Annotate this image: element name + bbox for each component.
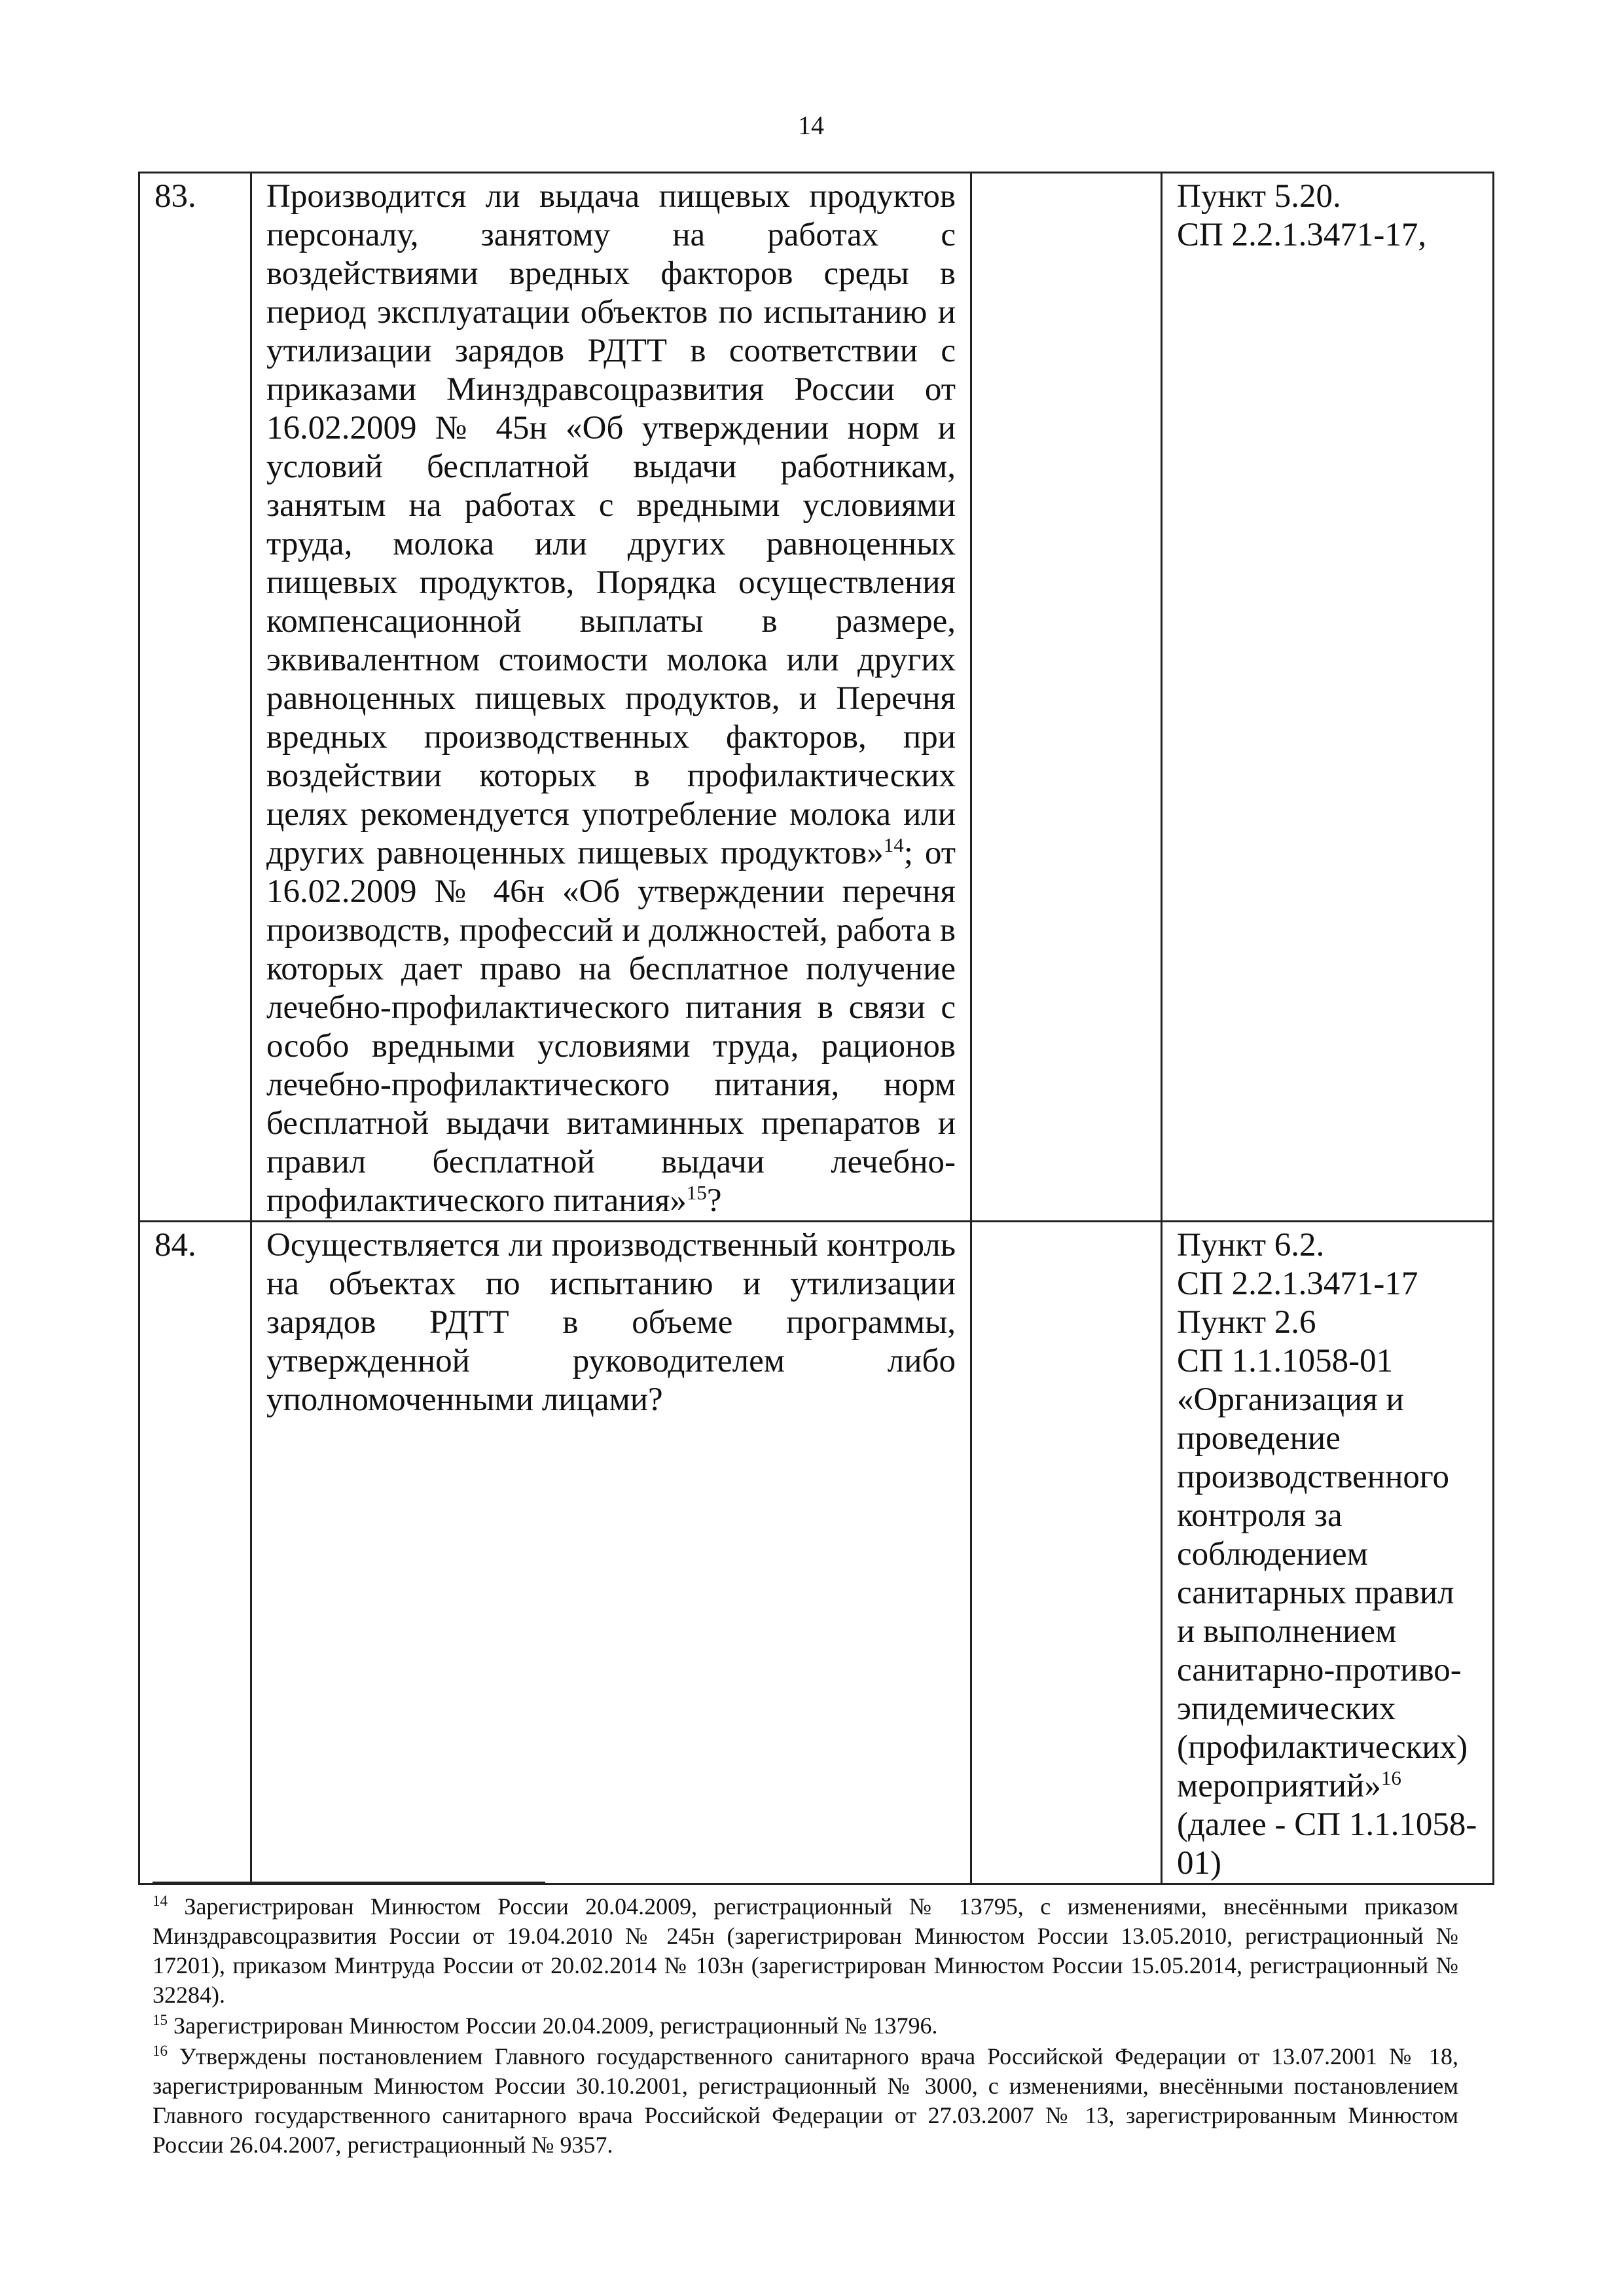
footnote-ref-14[interactable]: 14 [883, 833, 904, 856]
reference-doc: СП 2.2.1.3471-17 [1177, 1266, 1418, 1302]
question-text-part2: ; от 16.02.2009 № 46н «Об утверждении перечня производств, профессий и должностей, работа в которых дает право на бесплатное получение лечебно-профилактического питания в связи с особо вредными условиями труда, рационов лечебно-профилактического питания, норм бесплатной выдачи витаминных препаратов и правил бесплатной выдачи лечебно-профилактического питания» [266, 835, 956, 1219]
footnote-ref-15[interactable]: 15 [686, 1181, 707, 1204]
row-number: 84. [139, 1222, 251, 1884]
footnote-text: Утверждены постановлением Главного государственного санитарного врача Российской Федерации от 13.07.2001 № 18, зарегистрированным Минюстом России 30.10.2001, регистрационный № 3000, с изменениями, внесёнными постановлением Главного государственного санитарного врача Российской Федерации от 27.03.2007 № 13, зарегистрированным Минюстом России 26.04.2007, регистрационный № 9357. [153, 2043, 1458, 2158]
footnote-text: Зарегистрирован Минюстом России 20.04.2009, регистрационный № 13795, с изменениями, внесёнными приказом Минздравсоцразвития России от 19.04.2010 № 245н (зарегистрирован Минюстом России 13.05.2010, регистрационный № 17201), приказом Минтруда России от 20.02.2014 № 103н (зарегистрирован Минюстом России 15.05.2014, регистрационный № 32284). [153, 1893, 1458, 2008]
reference-doc: СП 1.1.1058-01 [1177, 1343, 1394, 1379]
question-text-part1: Производится ли выдача пищевых продуктов персоналу, занятому на работах с воздействиями вредных факторов среды в период эксплуатации объектов по испытанию и утилизации зарядов РДТТ в соответствии с приказами Минздравсоцразвития России от 16.02.2009 № 45н «Об утверждении норм и условий бесплатной выдачи работникам, занятым на работах с вредными условиями труда, молока или других равноценных пищевых продуктов, Порядка осуществления компенсационной выплаты в размере, эквивалентном стоимости молока или других равноценных пищевых продуктов, и Перечня вредных производственных факторов, при воздействии которых в профилактических целях рекомендуется употребление молока или других равноценных пищевых продуктов» [266, 178, 956, 871]
footnote-ref-16[interactable]: 16 [1380, 1766, 1401, 1789]
footnote-mark: 14 [153, 1893, 168, 1909]
table-row [139, 1222, 1494, 1884]
footnote-text: Зарегистрирован Минюстом России 20.04.2009, регистрационный № 13796. [168, 2013, 938, 2039]
reference-doc: СП 2.2.1.3471-17, [1177, 217, 1427, 253]
question-mark: ? [706, 1182, 722, 1219]
footnotes [153, 1892, 1458, 2161]
page-number: 14 [798, 111, 824, 140]
reference-title: «Организация и проведение производственного контроля за соблюдением санитарных правил и выполнением санитарно-противо-эпидемических (профилактических) мероприятий» [1177, 1381, 1468, 1804]
table-row [139, 173, 1494, 1222]
footnote-separator [153, 1882, 545, 1884]
reference-abbreviation: (далее - СП 1.1.1058-01) [1177, 1806, 1477, 1882]
reference-cell [1162, 173, 1494, 1222]
footnote-15 [153, 2011, 1458, 2041]
reference-clause: Пункт 6.2. [1177, 1227, 1325, 1264]
question-cell: Осуществляется ли производственный контроль на объектах по испытанию и утилизации зарядов РДТТ в объеме программы, утвержденной руководителем либо уполномоченными лицами? [251, 1222, 971, 1884]
question-cell [251, 173, 971, 1222]
reference-cell [1162, 1222, 1494, 1884]
empty-cell [971, 1222, 1162, 1884]
footnote-mark: 16 [153, 2043, 168, 2059]
requirements-table [138, 172, 1494, 1885]
reference-clause: Пункт 5.20. [1177, 178, 1341, 215]
empty-cell [971, 173, 1162, 1222]
footnote-14 [153, 1892, 1458, 2010]
reference-description [1177, 1381, 1478, 1883]
reference-clause: Пункт 2.6 [1177, 1304, 1316, 1341]
footnote-16 [153, 2042, 1458, 2160]
footnote-mark: 15 [153, 2012, 168, 2028]
row-number: 83. [139, 173, 251, 1222]
